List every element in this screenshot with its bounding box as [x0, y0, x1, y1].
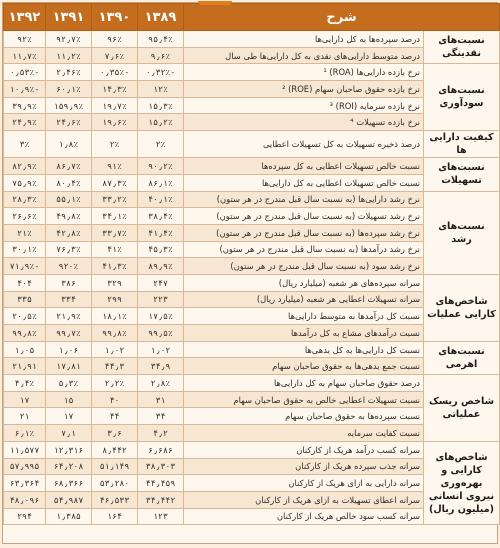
value-cell: ۳۳٫۲٪: [92, 191, 138, 208]
value-cell: ۲۲۳: [138, 291, 184, 308]
category-label: شاخص‌های کارایی عملیات: [424, 274, 500, 341]
value-cell: ۳۳٫۷٪: [92, 224, 138, 241]
table-row: [4, 341, 500, 358]
value-cell: ۲۴٫۹٪: [4, 114, 46, 131]
value-cell: ۱۵۹٫۹٪: [46, 97, 92, 114]
value-cell: ۴۰۴: [4, 274, 46, 291]
value-cell: ۳۴٫۱٪: [92, 208, 138, 225]
value-cell: ۸۷٫۳٪: [92, 174, 138, 191]
value-cell: ۷٫۶٪: [92, 47, 138, 64]
value-cell: ۴۸٫۰۹۶: [4, 491, 46, 508]
value-cell: ۴۰٫۱٪: [138, 191, 184, 208]
value-cell: ۳۹٫۹٪: [4, 97, 46, 114]
category-label: کیفیت دارایی ها: [424, 131, 500, 158]
row-description: نسبت کل دارایی‌ها به کل بدهی‌ها: [184, 341, 424, 358]
table-row: [4, 131, 500, 158]
value-cell: ۵۷٫۹۹۵: [4, 458, 46, 475]
row-description: نرخ رشد سپرده‌ها (به نسبت سال قبل مندرج در هر ستون): [184, 224, 424, 241]
row-description: سرانه دارایی به ازای هریک از کارکنان: [184, 475, 424, 492]
category-label: نسبت‌های سودآوری: [424, 64, 500, 131]
value-cell: ۷۱٫۹٪-: [4, 258, 46, 275]
year-header-1392: ۱۳۹۲: [4, 4, 46, 31]
row-description: نرخ رشد تسهیلات (به نسبت سال قبل مندرج در هر ستون): [184, 208, 424, 225]
value-cell: ۱۶۴: [92, 508, 138, 525]
value-cell: ۱۹٫۶٪: [92, 114, 138, 131]
value-cell: ۳۲۹: [92, 274, 138, 291]
value-cell: ۴٫۲: [138, 425, 184, 442]
financial-ratios-table-panel: [2, 2, 498, 544]
value-cell: ۴۴٫۳: [92, 358, 138, 375]
row-description: نسبت تسهیلات اعطایی خالص به حقوق صاحبان سهام: [184, 391, 424, 408]
row-description: نرخ بازده تسهیلات ⁴: [184, 114, 424, 131]
value-cell: ۶۸٫۳۶۶: [46, 475, 92, 492]
value-cell: ۱۵٫۳٪: [138, 97, 184, 114]
value-cell: ۲۸٫۳٪: [4, 191, 46, 208]
row-description: نسبت خالص تسهیلات اعطایی به کل دارایی‌ها: [184, 174, 424, 191]
value-cell: ۲۶٫۶٪: [4, 208, 46, 225]
table-row: [4, 31, 500, 48]
value-cell: ۴۱٪: [92, 241, 138, 258]
value-cell: ۱۱٫۷٪: [4, 47, 46, 64]
value-cell: ۱۷: [46, 408, 92, 425]
value-cell: ۶٫۶۸۶: [138, 441, 184, 458]
value-cell: ۱۱٫۲٪: [46, 47, 92, 64]
value-cell: ۴۹٫۸٪: [46, 208, 92, 225]
table-row: [4, 191, 500, 208]
value-cell: ۴۵٫۳٪: [138, 241, 184, 258]
value-cell: ۱۴٫۳٪: [92, 81, 138, 98]
row-description: نسبت سپرده‌ها به حقوق صاحبان سهام: [184, 408, 424, 425]
value-cell: ۲۱٫۹۱: [4, 358, 46, 375]
year-header-1391: ۱۳۹۱: [46, 4, 92, 31]
row-description: درصد حقوق صاحبان سهام به کل دارایی‌ها: [184, 375, 424, 392]
value-cell: ۹۰٫۲٪: [138, 158, 184, 175]
category-label: شاخص ریسک عملیاتی: [424, 375, 500, 442]
value-cell: ۶۴٫۲۰۸: [46, 458, 92, 475]
row-description: نرخ رشد دارایی‌ها (به نسبت سال قبل مندرج در هر ستون): [184, 191, 424, 208]
value-cell: ۰٫۳۵٪-: [92, 64, 138, 81]
value-cell: ۹۹٫۸٪: [4, 325, 46, 342]
row-description: سرانه کسب درآمد هریک از کارکنان: [184, 441, 424, 458]
value-cell: ۲۰٫۵٪: [4, 308, 46, 325]
value-cell: ۹۲٫۷٪: [46, 31, 92, 48]
value-cell: ۸۲٫۹٪: [4, 158, 46, 175]
value-cell: ۲٫۲٪: [92, 375, 138, 392]
value-cell: ۳۸٫۳۰۳: [138, 458, 184, 475]
value-cell: ۸۶٫۱٪: [138, 174, 184, 191]
value-cell: ۱٫۰۶: [46, 341, 92, 358]
category-label: نسبت‌های رشد: [424, 191, 500, 274]
year-header-1390: ۱۳۹۰: [92, 4, 138, 31]
value-cell: ۱۷٫۸۱: [46, 358, 92, 375]
row-description: درصد سپرده‌ها به کل دارایی‌ها: [184, 31, 424, 48]
value-cell: ۷۶٫۳٪: [46, 241, 92, 258]
description-header: شرح: [184, 4, 500, 31]
value-cell: ۷٫۱: [46, 425, 92, 442]
value-cell: ۴۴٫۴۵۹: [138, 475, 184, 492]
row-description: نسبت کفایت سرمایه: [184, 425, 424, 442]
value-cell: ۲۹۹: [92, 291, 138, 308]
table-row: [4, 158, 500, 175]
table-row: [4, 375, 500, 392]
value-cell: ۱٫۰۵: [4, 341, 46, 358]
value-cell: ۳۳۴: [46, 291, 92, 308]
row-description: سرانه سپرده‌های هر شعبه (میلیارد ریال): [184, 274, 424, 291]
value-cell: ۲۹۴: [4, 508, 46, 525]
value-cell: ۱۵: [46, 391, 92, 408]
value-cell: ۵٫۳٪: [46, 375, 92, 392]
value-cell: ۷۵٫۹٪: [4, 174, 46, 191]
table-row: [4, 274, 500, 291]
header-accent: [198, 1, 232, 5]
row-description: سرانه تسهیلات اعطایی هر شعبه (میلیارد ریال): [184, 291, 424, 308]
value-cell: ۵۱٫۱۴۹: [92, 458, 138, 475]
value-cell: ۳۴٫۴۴۲: [138, 491, 184, 508]
value-cell: ۱٫۰۲: [92, 341, 138, 358]
value-cell: ۱۵٫۲٪: [138, 114, 184, 131]
table-row: [4, 64, 500, 81]
category-label: نسبت‌های تسهیلات: [424, 158, 500, 191]
value-cell: ۴۱٫۴٪: [138, 224, 184, 241]
value-cell: ۳۱: [138, 391, 184, 408]
value-cell: ۹٫۶٪: [138, 47, 184, 64]
table-header-row: [4, 4, 500, 31]
value-cell: ۵۳٫۲۸۰: [92, 475, 138, 492]
value-cell: ۴۱٫۳٪: [92, 258, 138, 275]
row-description: سرانه کسب سود خالص هریک از کارکنان: [184, 508, 424, 525]
table-row: [4, 441, 500, 458]
value-cell: ۵۴٫۹۸۷: [46, 491, 92, 508]
value-cell: ۸۹٫۹٪: [138, 258, 184, 275]
value-cell: ۲٪: [92, 131, 138, 158]
value-cell: ۹۲۰٪: [46, 258, 92, 275]
value-cell: ۱۹٫۷٪: [92, 97, 138, 114]
value-cell: ۳۳۵: [4, 291, 46, 308]
value-cell: ۲٪: [138, 131, 184, 158]
value-cell: ۵۵٫۱٪: [46, 191, 92, 208]
value-cell: ۳٫۶: [92, 425, 138, 442]
value-cell: ۴۰: [92, 391, 138, 408]
row-description: نرخ بازده دارایی‌ها (ROA) ¹: [184, 64, 424, 81]
value-cell: ۱۲٪: [138, 81, 184, 98]
value-cell: ۹۲٪: [4, 31, 46, 48]
year-header-1389: ۱۳۸۹: [138, 4, 184, 31]
value-cell: ۹۵٫۴٪: [138, 31, 184, 48]
row-description: سرانه اعطای تسهیلات به ازای هریک از کارکنان: [184, 491, 424, 508]
value-cell: ۹۱٪: [92, 158, 138, 175]
value-cell: ۹۶٪: [92, 31, 138, 48]
value-cell: ۸٫۴۴۲: [92, 441, 138, 458]
value-cell: ۴۴: [92, 408, 138, 425]
row-description: نسبت جمع بدهی‌ها به حقوق صاحبان سهام: [184, 358, 424, 375]
value-cell: ۶٫۱٪: [4, 425, 46, 442]
value-cell: ۳۴: [138, 408, 184, 425]
category-label: نسبت‌های نقدینگی: [424, 31, 500, 64]
value-cell: ۱٫۸٪: [46, 131, 92, 158]
value-cell: ۹۹٫۵٪: [138, 325, 184, 342]
value-cell: ۴۲٫۸٪: [46, 224, 92, 241]
value-cell: ۱۲٫۳۱۶: [46, 441, 92, 458]
value-cell: ۳۴٫۹: [138, 358, 184, 375]
value-cell: ۲٫۸٪: [138, 375, 184, 392]
value-cell: ۹۹٫۷٪: [46, 325, 92, 342]
row-description: نرخ رشد درآمدها (به نسبت سال قبل مندرج در هر ستون): [184, 241, 424, 258]
value-cell: ۱۱٫۵۷۷: [4, 441, 46, 458]
row-description: درصد ذخیره تسهیلات به کل تسهیلات اعطایی: [184, 131, 424, 158]
value-cell: ۱۷٫۵٪: [138, 308, 184, 325]
value-cell: ۱٫۳۸۵: [46, 508, 92, 525]
value-cell: ۱٫۰۲: [138, 341, 184, 358]
value-cell: ۴۶٫۵۳۳: [92, 491, 138, 508]
value-cell: ۸۶٫۷٪: [46, 158, 92, 175]
value-cell: ۲۴٫۶٪: [46, 114, 92, 131]
financial-ratios-table: [3, 3, 500, 525]
value-cell: ۰٫۵۳٪-: [4, 64, 46, 81]
row-description: نرخ بازده حقوق صاحبان سهام (ROE) ²: [184, 81, 424, 98]
row-description: نسبت کل درآمدها به متوسط دارایی‌ها: [184, 308, 424, 325]
category-label: نسبت‌های اهرمی: [424, 341, 500, 374]
value-cell: ۱۸٫۱٪: [92, 308, 138, 325]
row-description: نسبت خالص تسهیلات اعطایی به کل سپرده‌ها: [184, 158, 424, 175]
value-cell: ۶۰٫۱٪: [46, 81, 92, 98]
value-cell: ۶۳٫۳۶۴: [4, 475, 46, 492]
value-cell: ۱۰٫۹٪-: [4, 81, 46, 98]
value-cell: ۱۲۳: [138, 508, 184, 525]
value-cell: ۹۹٫۸٪: [92, 325, 138, 342]
row-description: درصد متوسط دارایی‌های نقدی به کل دارایی‌ها طی سال: [184, 47, 424, 64]
value-cell: ۸۰٫۴٪: [46, 174, 92, 191]
row-description: سرانه جذب سپرده هریک از کارکنان: [184, 458, 424, 475]
value-cell: ۲۱: [4, 408, 46, 425]
row-description: نرخ رشد سود (به نسبت سال قبل مندرج در هر ستون): [184, 258, 424, 275]
category-label: شاخص‌های کارایی و بهره‌وری نیروی انسانی (میلیون ریال): [424, 441, 500, 524]
value-cell: ۳۸٫۴٪: [138, 208, 184, 225]
value-cell: ۲۴۷: [138, 274, 184, 291]
row-description: نسبت درآمدهای مشاع به کل درآمدها: [184, 325, 424, 342]
value-cell: ۲۱٫۹٪: [46, 308, 92, 325]
value-cell: ۳٪: [4, 131, 46, 158]
value-cell: ۰٫۳۲٪-: [138, 64, 184, 81]
table-body: [4, 31, 500, 525]
value-cell: ۳۰٫۱٪: [4, 241, 46, 258]
value-cell: ۱۷: [4, 391, 46, 408]
row-description: نرخ بازده سرمایه (ROI) ³: [184, 97, 424, 114]
value-cell: ۴٫۴٪: [4, 375, 46, 392]
value-cell: ۲٫۴۶٪: [46, 64, 92, 81]
value-cell: ۳۸۶: [46, 274, 92, 291]
value-cell: ۲۱٪: [4, 224, 46, 241]
